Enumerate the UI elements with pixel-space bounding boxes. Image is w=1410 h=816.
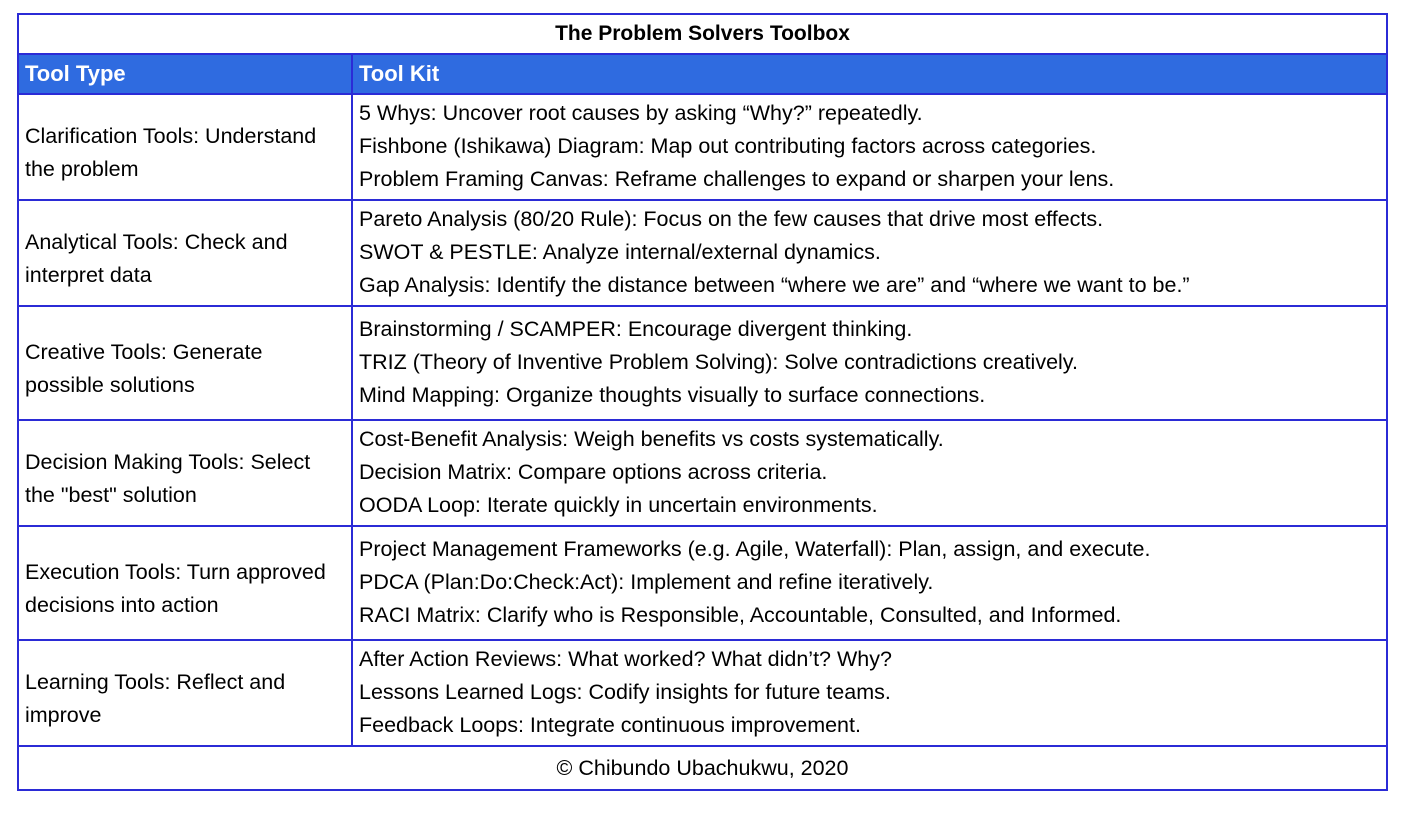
tool-item: Mind Mapping: Organize thoughts visually to surface connections. xyxy=(359,382,986,407)
tool-kit-cell xyxy=(352,94,1387,200)
tool-item: After Action Reviews: What worked? What didn’t? Why? xyxy=(359,646,892,671)
tool-type-cell: Analytical Tools: Check and interpret data xyxy=(18,200,352,306)
tool-type-cell: Execution Tools: Turn approved decisions into action xyxy=(18,526,352,640)
tool-item: Cost-Benefit Analysis: Weigh benefits vs costs systematically. xyxy=(359,426,944,451)
table-row xyxy=(18,526,1387,640)
table-row xyxy=(18,640,1387,746)
header-row xyxy=(18,54,1387,94)
toolbox-table xyxy=(17,13,1388,791)
tool-kit-cell xyxy=(352,200,1387,306)
title-row xyxy=(18,14,1387,54)
tool-item: SWOT & PESTLE: Analyze internal/external dynamics. xyxy=(359,239,881,264)
column-header-tool-type: Tool Type xyxy=(18,54,352,94)
table-row xyxy=(18,94,1387,200)
tool-item: Project Management Frameworks (e.g. Agile, Waterfall): Plan, assign, and execute. xyxy=(359,536,1151,561)
tool-kit-cell xyxy=(352,306,1387,420)
tool-item: PDCA (Plan:Do:Check:Act): Implement and refine iteratively. xyxy=(359,569,934,594)
tool-item: Fishbone (Ishikawa) Diagram: Map out contributing factors across categories. xyxy=(359,133,1097,158)
column-header-tool-kit: Tool Kit xyxy=(352,54,1387,94)
tool-item: Gap Analysis: Identify the distance between “where we are” and “where we want to be.” xyxy=(359,272,1190,297)
tool-item: Problem Framing Canvas: Reframe challenges to expand or sharpen your lens. xyxy=(359,166,1115,191)
tool-item: Brainstorming / SCAMPER: Encourage divergent thinking. xyxy=(359,316,913,341)
tool-item: RACI Matrix: Clarify who is Responsible, Accountable, Consulted, and Informed. xyxy=(359,602,1122,627)
footer-row xyxy=(18,746,1387,790)
tool-item: Pareto Analysis (80/20 Rule): Focus on the few causes that drive most effects. xyxy=(359,206,1104,231)
table-row xyxy=(18,306,1387,420)
tool-item: 5 Whys: Uncover root causes by asking “Why?” repeatedly. xyxy=(359,100,923,125)
table-row xyxy=(18,200,1387,306)
tool-item: Feedback Loops: Integrate continuous improvement. xyxy=(359,712,861,737)
tool-item: OODA Loop: Iterate quickly in uncertain environments. xyxy=(359,492,878,517)
tool-type-cell: Clarification Tools: Understand the problem xyxy=(18,94,352,200)
tool-type-cell: Creative Tools: Generate possible solutions xyxy=(18,306,352,420)
tool-kit-cell xyxy=(352,526,1387,640)
tool-item: Decision Matrix: Compare options across criteria. xyxy=(359,459,828,484)
tool-kit-cell xyxy=(352,420,1387,526)
tool-item: Lessons Learned Logs: Codify insights for future teams. xyxy=(359,679,891,704)
copyright-footer: © Chibundo Ubachukwu, 2020 xyxy=(18,746,1387,790)
tool-type-cell: Learning Tools: Reflect and improve xyxy=(18,640,352,746)
tool-item: TRIZ (Theory of Inventive Problem Solving): Solve contradictions creatively. xyxy=(359,349,1078,374)
table-title: The Problem Solvers Toolbox xyxy=(18,14,1387,54)
tool-type-cell: Decision Making Tools: Select the "best" solution xyxy=(18,420,352,526)
tool-kit-cell xyxy=(352,640,1387,746)
table-row xyxy=(18,420,1387,526)
